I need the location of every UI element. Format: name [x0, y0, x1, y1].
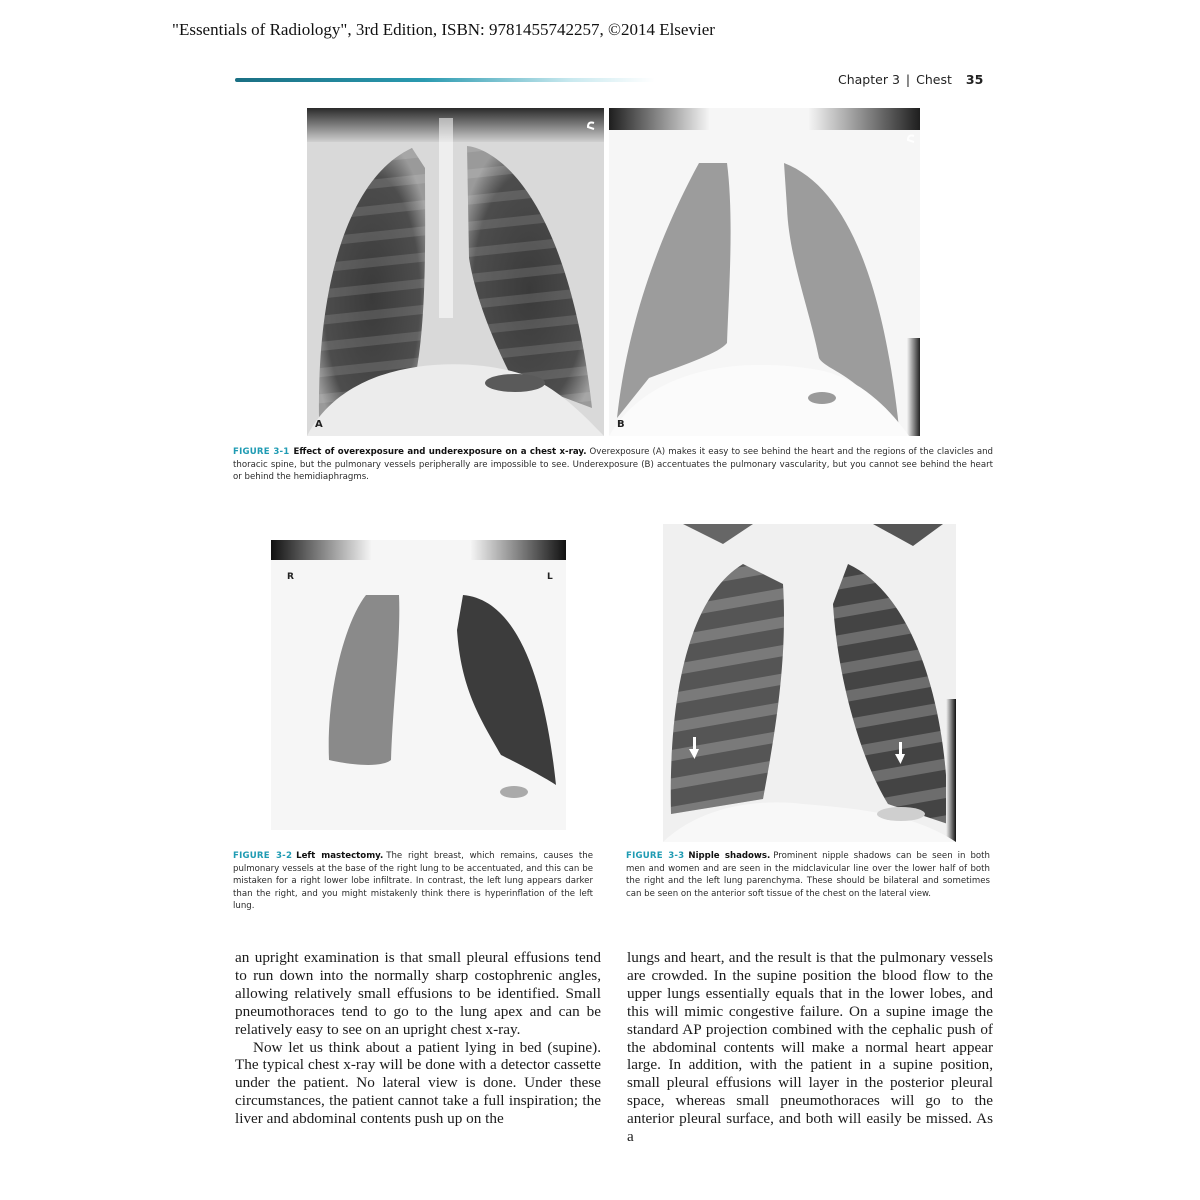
figure-3-1-panel-a-image: [307, 108, 604, 436]
body-paragraph: Now let us think about a patient lying in bed (supine). The typical chest x-ray will be done with a detector cassette under the patient. No lateral view is done. Under these circumstances, the patient cannot take a full inspiration; the liver and abdominal contents push up on the: [235, 1038, 601, 1128]
figure-number: FIGURE 3-3: [626, 851, 685, 861]
figure-caption-text: Prominent nipple shadows can be seen in both men and women and are seen in the midclavicular line over the lower half of both the right and the left lung parenchyma. These should be bilateral and sometimes can be seen on the anterior soft tissue of the chest on the lateral view.: [626, 851, 990, 899]
side-marker-left: L: [547, 572, 553, 582]
figure-number: FIGURE 3-1: [233, 447, 290, 457]
figure-3-3-caption: [626, 850, 990, 900]
header-rule: [235, 78, 655, 82]
page-number: 35: [965, 72, 984, 87]
figure-caption-text: The right breast, which remains, causes the pulmonary vessels at the base of the right lung to be accentuated, and this can be mistaken for a right lower lobe infiltrate. In contrast, the left lung appears darker than the right, and you might mistakenly think there is hyperinflation of the left lung.: [233, 851, 593, 912]
source-citation: "Essentials of Radiology", 3rd Edition, ISBN: 9781455742257, ©2014 Elsevier: [172, 20, 715, 39]
figure-3-2-image: [271, 540, 566, 830]
figure-3-1-caption: [233, 446, 993, 484]
panel-label-a: A: [315, 419, 323, 430]
figure-3-1-panel-b-image: [609, 108, 920, 436]
chapter-label: Chapter 3: [838, 72, 900, 87]
body-column-right: [627, 949, 993, 1146]
running-head: [838, 72, 983, 87]
panel-label-b: B: [617, 419, 625, 430]
body-paragraph: an upright examination is that small pleural effusions tend to run down into the normally sharp costophrenic angles, allowing relatively small effusions to be identified. Small pneumothoraces tend to go to the lung apex and can be relatively easy to see on an upright chest x-ray.: [235, 949, 601, 1038]
side-marker-right: R: [287, 572, 294, 582]
section-label: Chest: [916, 72, 952, 87]
figure-title: Effect of overexposure and underexposure on a chest x-ray.: [293, 447, 587, 457]
body-paragraph: lungs and heart, and the result is that the pulmonary vessels are crowded. In the supine position the blood flow to the upper lungs essentially equals that in the lower lobes, and this will mimic congestive failure. On a supine image the standard AP projection combined with the cephalic push of the abdominal contents will make a normal heart appear large. In addition, with the patient in a supine position, small pleural effusions will layer in the posterior pleural space, whereas small pneumothoraces will go to the anterior pleural surface, and both will easily be missed. As a: [627, 949, 993, 1146]
figure-title: Nipple shadows.: [688, 851, 771, 861]
figure-caption-text: Overexposure (A) makes it easy to see behind the heart and the regions of the clavicles and thoracic spine, but the pulmonary vessels peripherally are impossible to see. Underexposure (B) accentuates the pulmonary vascularity, but you cannot see behind the heart or behind the hemidiaphragms.: [233, 447, 993, 483]
figure-3-3-image: [663, 524, 956, 842]
figure-number: FIGURE 3-2: [233, 851, 293, 861]
body-column-left: [235, 949, 601, 1128]
figure-3-2-caption: [233, 850, 593, 913]
figure-title: Left mastectomy.: [296, 851, 384, 861]
running-head-separator: |: [905, 72, 911, 87]
